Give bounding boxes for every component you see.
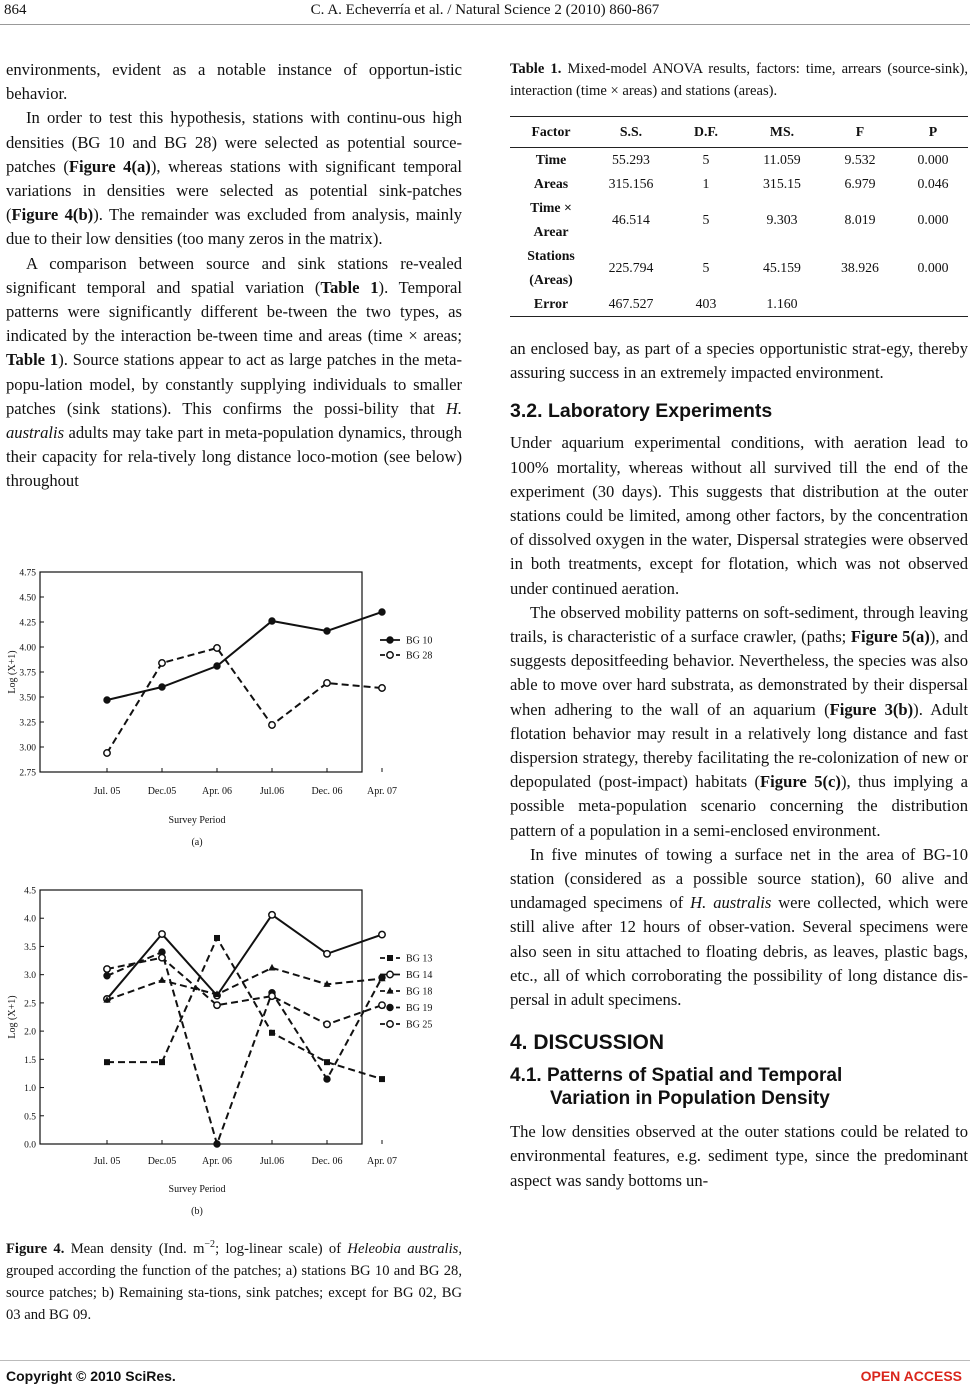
table-cell: 0.000: [917, 152, 949, 167]
copyright: Copyright © 2010 SciRes.: [6, 1368, 176, 1384]
y-axis-title: Log (X+1): [7, 995, 18, 1039]
table-cell: 225.794: [608, 260, 654, 275]
column-header: MS.: [742, 117, 822, 148]
text-run: A comparison between source and sink stations re-vealed significant temporal and spatial variation (: [6, 253, 462, 297]
x-tick-label: Jul.06: [259, 1156, 285, 1167]
x-tick-label: Apr. 06: [202, 1156, 232, 1167]
data-point: [269, 618, 275, 624]
data-point: [104, 697, 110, 703]
table-row: [510, 244, 968, 292]
figure-4a-ref: Figure 4(a): [68, 156, 151, 176]
species-name: H. australis: [6, 398, 462, 443]
table-cell: Time: [535, 152, 567, 167]
legend-marker: [387, 971, 393, 977]
text-run: ; log-linear scale) of: [215, 1240, 348, 1257]
data-point: [269, 722, 275, 728]
table-1: [510, 116, 968, 317]
data-point: [158, 976, 165, 983]
data-point: [324, 951, 330, 957]
series-line: [107, 938, 382, 1079]
text-run: ). Temporal patterns were significantly different be-tween the two types, as indicated by the interaction be-tween time and areas (time × areas;: [6, 277, 462, 346]
y-tick-label: 2.0: [24, 1027, 36, 1038]
legend-label: BG 28: [406, 650, 433, 662]
table-1-ref: Table 1: [6, 350, 59, 370]
table-cell: 8.019: [844, 212, 876, 227]
y-tick-label: 0.0: [24, 1140, 36, 1151]
text-run: ). The remainder was excluded from analysis, mainly due to their low densities (too many zeros in the matrix).: [6, 205, 462, 249]
y-tick-label: 4.0: [24, 914, 36, 925]
left-column-text: [6, 58, 462, 494]
running-head-text: C. A. Echeverría et al. / Natural Science 2 (2010) 860-867: [310, 2, 660, 18]
legend-label: BG 19: [406, 1003, 433, 1014]
legend-label: BG 13: [406, 953, 433, 965]
x-tick-label: Dec. 06: [311, 786, 343, 797]
right-paragraph-2: Under aquarium experimental conditions, with aeration lead to 100% mortality, whereas without all survived till the end of the experiment (30 days). This suggests that distribution at the outer stations could be limited, among other factors, by the concentration of dissolved oxygen in the water, Dispersal strategies were observed in both treatments, except for flotation, which was not observed under continued aeration.: [510, 433, 968, 598]
table-cell: 0.000: [917, 260, 949, 275]
text-run: ), whereas stations with significant temporal variations in densities were selected as potential sink-patches (: [6, 156, 462, 225]
text-run: ), and suggests depositfeeding behavior. Nevertheless, the species was also able to move over hard substrata, as demonstrated by their dispersal when adhering to the wall of an aquarium (: [510, 627, 968, 719]
table-cell: 315.156: [608, 176, 654, 191]
y-tick-label: 3.0: [24, 971, 36, 982]
data-point: [214, 1002, 220, 1008]
panel-label: (a): [191, 837, 203, 848]
data-point: [214, 663, 220, 669]
text-run: ). Source stations appear to act as large patches in the meta-popu-lation model, by constantly supplying individuals to smaller patches (sink stations). This confirms the possi-bility that: [6, 350, 462, 418]
x-axis-title: Survey Period: [168, 1184, 226, 1195]
data-point: [379, 974, 385, 980]
superscript: −2: [204, 1239, 216, 1250]
y-tick-label: 2.75: [19, 768, 36, 779]
data-point: [324, 1076, 330, 1082]
table-cell: 38.926: [841, 260, 879, 275]
data-point: [159, 684, 165, 690]
data-point: [269, 1030, 275, 1036]
text-run: , grouped according the function of the patches; a) stations BG 10 and BG 28, source patches; b) Remaining sta-tions, sink patches; except for BG 02, BG 03 and BG 09.: [6, 1240, 462, 1323]
series-line: [107, 648, 382, 753]
x-tick-label: Apr. 07: [367, 1156, 397, 1167]
footer-rule: [0, 1360, 970, 1361]
right-paragraph-5: The low densities observed at the outer stations could be related to environmental features, e.g. sediment type, since the predominant aspect was sandy bottoms un-: [510, 1122, 968, 1190]
table-row: [510, 196, 968, 244]
right-paragraph-4: [510, 843, 968, 1012]
text-run: adults may take part in meta-population dynamics, through their capacity for rela-tively long distance loco-motion (see below) throughout: [6, 423, 462, 491]
legend-marker: [387, 637, 393, 643]
text-run: Mixed-model ANOVA results, factors: time, arrears (source-sink), interaction (time × areas) and stations (areas).: [510, 61, 968, 99]
data-point: [379, 931, 385, 937]
figure-4b-panel: [7, 887, 432, 1218]
y-tick-label: 4.5: [24, 886, 36, 897]
table-cell: [822, 292, 898, 317]
heading-line: 4.1. Patterns of Spatial and Temporal: [510, 1065, 843, 1087]
column-header: D.F.: [670, 117, 742, 148]
column-header: Factor: [510, 117, 592, 148]
figure-5a-ref: Figure 5(a): [850, 627, 930, 647]
data-point: [324, 1021, 330, 1027]
table-1-label: Table 1.: [510, 61, 562, 77]
y-tick-label: 2.5: [24, 999, 36, 1010]
section-heading-4: 4. DISCUSSION: [510, 1031, 665, 1055]
legend-marker: [387, 1004, 393, 1010]
table-cell: 1: [702, 176, 710, 191]
legend-marker: [387, 955, 393, 961]
text-run: The observed mobility patterns on soft-sediment, through leaving trails, is characteristic of a surface crawler, (paths;: [510, 602, 968, 647]
data-point: [159, 660, 165, 666]
table-cell: 467.527: [592, 292, 670, 317]
y-tick-label: 1.5: [24, 1055, 36, 1066]
table-cell: 315.15: [763, 176, 801, 191]
right-paragraph-3: [510, 601, 968, 843]
header-rule: [0, 24, 970, 25]
open-access-label: OPEN ACCESS: [860, 1368, 962, 1384]
table-cell: 45.159: [763, 260, 801, 275]
table-cell: 0.000: [917, 212, 949, 227]
section-heading-3-2: 3.2. Laboratory Experiments: [510, 400, 773, 423]
table-cell: [898, 292, 968, 317]
figure-3b-ref: Figure 3(b): [829, 699, 914, 719]
table-row: [510, 148, 968, 173]
figure-4-label: Figure 4.: [6, 1240, 65, 1257]
y-tick-label: 4.50: [19, 593, 36, 604]
table-cell: 5: [702, 212, 710, 227]
text-run: Mean density (Ind. m: [64, 1240, 205, 1257]
table-row: [510, 172, 968, 196]
x-tick-label: Jul. 05: [93, 786, 121, 797]
legend-marker: [387, 652, 393, 658]
data-point: [324, 1059, 330, 1065]
figure-4: [0, 556, 480, 1217]
table-cell: 11.059: [763, 152, 801, 167]
column-header: S.S.: [592, 117, 670, 148]
y-tick-label: 3.25: [19, 718, 36, 729]
right-paragraph-1: an enclosed bay, as part of a species opportunistic strat-egy, thereby assuring success in an extremely impacted environment.: [510, 339, 968, 383]
table-1-ref: Table 1: [320, 277, 379, 297]
legend-marker: [387, 1021, 393, 1027]
y-tick-label: 0.5: [24, 1112, 36, 1123]
left-paragraph-1: environments, evident as a notable instance of opportun-istic behavior.: [6, 60, 462, 104]
column-header: F: [822, 117, 898, 148]
data-point: [379, 1002, 385, 1008]
data-point: [269, 993, 275, 999]
legend-label: BG 18: [406, 986, 433, 998]
legend-label: BG 14: [406, 970, 433, 981]
table-cell: 55.293: [612, 152, 650, 167]
table-cell: 9.303: [766, 212, 798, 227]
y-tick-label: 4.25: [19, 618, 36, 629]
y-tick-label: 3.75: [19, 668, 36, 679]
data-point: [104, 1059, 110, 1065]
left-paragraph-2: [6, 106, 462, 251]
page-number: 864: [4, 2, 27, 18]
running-head: [0, 2, 970, 19]
table-cell: Error: [510, 292, 592, 317]
series-line: [107, 958, 382, 1025]
figure-4a-panel: [7, 569, 432, 849]
species-name: H. australis: [690, 893, 772, 913]
text-run: ). Adult flotation behavior may result in a relatively long distance and fast dispersion strategy, thereby facilitating the re-colonization of new or depopulated (post-impact) habitats (: [510, 699, 968, 792]
left-paragraph-3: [6, 252, 462, 494]
column-header: P: [898, 117, 968, 148]
data-point: [379, 609, 385, 615]
y-tick-label: 4.75: [19, 568, 36, 579]
table-header-row: [510, 117, 968, 148]
table-cell: Stations (Areas): [527, 248, 575, 287]
data-point: [104, 750, 110, 756]
table-cell: 5: [702, 260, 710, 275]
table-cell: Areas: [533, 176, 569, 191]
data-point: [269, 912, 275, 918]
subsection-heading-4-1: [510, 1064, 968, 1110]
data-point: [324, 628, 330, 634]
data-point: [379, 1076, 385, 1082]
table-cell: 9.532: [844, 152, 876, 167]
x-tick-label: Jul.06: [259, 786, 285, 797]
y-tick-label: 3.50: [19, 693, 36, 704]
data-point: [214, 935, 220, 941]
y-axis-title: Log (X+1): [7, 650, 18, 694]
table-cell: Time × Arear: [530, 200, 572, 239]
x-axis-title: Survey Period: [168, 815, 226, 826]
data-point: [159, 931, 165, 937]
data-point: [379, 685, 385, 691]
legend-label: BG 25: [406, 1019, 433, 1031]
data-point: [104, 966, 110, 972]
y-tick-label: 4.00: [19, 643, 36, 654]
table-cell: 46.514: [612, 212, 650, 227]
figure-5c-ref: Figure 5(c): [760, 772, 841, 792]
y-tick-label: 1.0: [24, 1084, 36, 1095]
x-tick-label: Apr. 07: [367, 786, 397, 797]
species-name: Heleobia australis: [347, 1240, 459, 1257]
table-row: [510, 292, 968, 317]
panel-label: (b): [191, 1206, 203, 1217]
table-1-caption: [510, 58, 968, 102]
y-tick-label: 3.00: [19, 743, 36, 754]
x-tick-label: Apr. 06: [202, 786, 232, 797]
figure-4-caption: [6, 1234, 462, 1326]
table-cell: 0.046: [917, 176, 949, 191]
data-point: [214, 1141, 220, 1147]
data-point: [159, 955, 165, 961]
right-column-text: [510, 337, 968, 1193]
table-cell: 5: [702, 152, 710, 167]
text-run: In five minutes of towing a surface net in the area of BG-10 station (considered as a possible source station), 60 alive and undamaged specimens of: [510, 844, 968, 913]
figure-4b-ref: Figure 4(b): [11, 205, 94, 225]
data-point: [214, 645, 220, 651]
x-tick-label: Jul. 05: [93, 1156, 121, 1167]
text-run: In order to test this hypothesis, stations with continu-ous high densities (BG 10 and BG 28) were selected as potential source-patches (: [6, 108, 462, 176]
text-run: ), thus implying a possible meta-population scenario concerning the distribution pattern of a population in a semi-enclosed environment.: [510, 772, 968, 840]
legend-label: BG 10: [406, 635, 433, 647]
text-run: were collected, which were still alive after 12 hours of obser-vation. Several specimens were also seen in situ attached to floating debris, as leaves, plastic bags, etc., all of which corroborating the possibility of long distance dis-persal in adult specimens.: [510, 893, 968, 1010]
data-point: [104, 973, 110, 979]
data-point: [268, 964, 275, 971]
heading-line: Variation in Population Density: [550, 1088, 830, 1110]
y-tick-label: 3.5: [24, 942, 36, 953]
table-cell: 6.979: [844, 176, 876, 191]
table-cell: 403: [670, 292, 742, 317]
x-tick-label: Dec.05: [147, 786, 177, 797]
x-tick-label: Dec.05: [147, 1156, 177, 1167]
x-tick-label: Dec. 06: [311, 1156, 343, 1167]
table-cell: 1.160: [742, 292, 822, 317]
data-point: [159, 1059, 165, 1065]
data-point: [324, 680, 330, 686]
